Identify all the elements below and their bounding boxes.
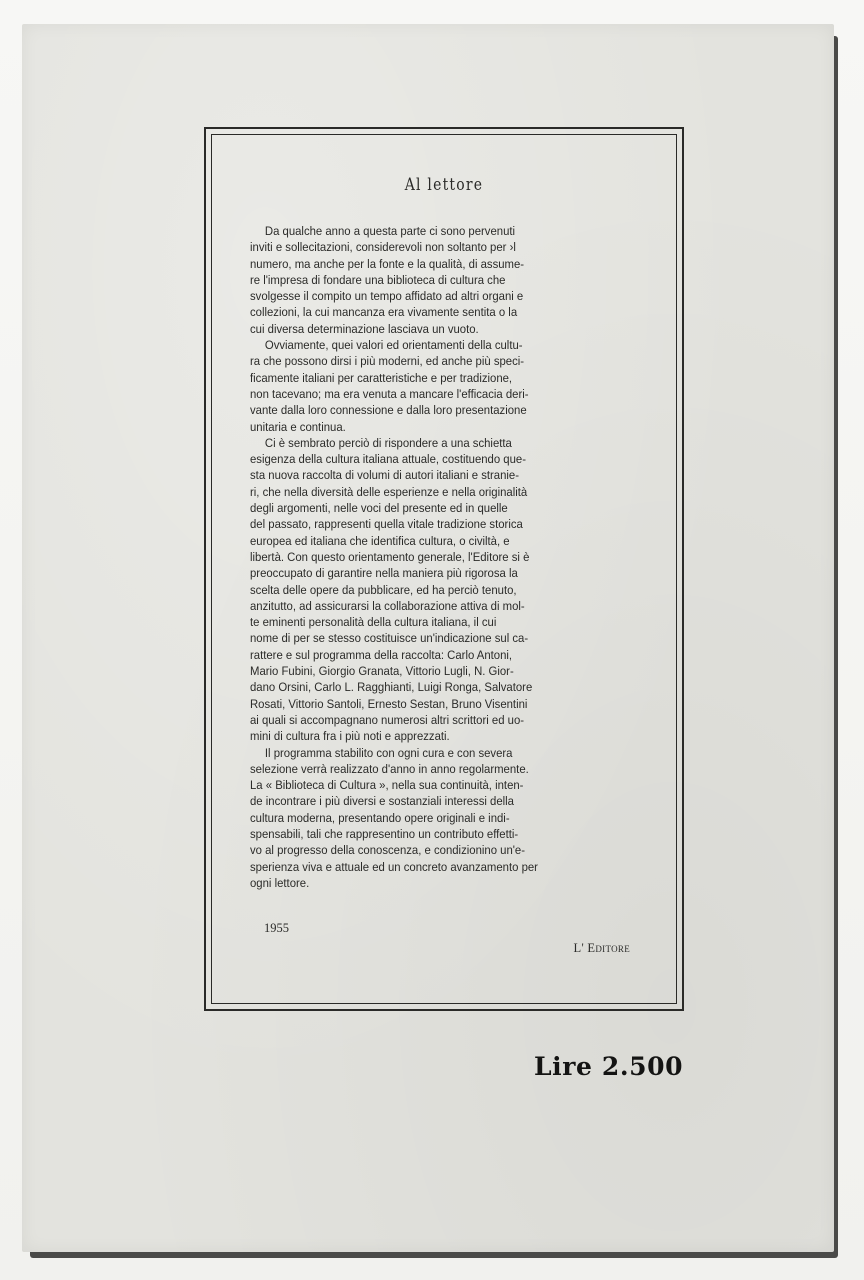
text-line: vante dalla loro connessione e dalla loro presentazione (250, 403, 527, 418)
text-line: collezioni, la cui mancanza era vivamente sentita o la (250, 305, 518, 320)
text-line: La « Biblioteca di Cultura », nella sua continuità, inten- (250, 778, 524, 793)
text-line: Da qualche anno a questa parte ci sono pervenuti (264, 224, 516, 238)
text-line: del passato, rappresenti quella vitale tradizione storica (250, 517, 523, 532)
text-line: sta nuova raccolta di volumi di autori italiani e stranie- (250, 468, 520, 483)
text-line: preoccupato di garantire nella maniera più rigorosa la (250, 566, 518, 581)
text-line: de incontrare i più diversi e sostanziali interessi della (250, 794, 514, 809)
text-line: cultura moderna, presentando opere originali e indi- (250, 810, 510, 825)
text-line: inviti e sollecitazioni, considerevoli non soltanto per ›l (250, 240, 516, 255)
text-line: nome di per se stesso costituisce un'indicazione sul ca- (250, 631, 529, 646)
text-line: Il programma stabilito con ogni cura e con severa (264, 745, 513, 760)
text-line: Ovviamente, quei valori ed orientamenti della cultu- (264, 338, 523, 353)
price-label: Lire 2.500 (534, 1052, 684, 1081)
text-line: libertà. Con questo orientamento generale, l'Editore si è (250, 549, 530, 564)
text-line: spensabili, tali che rappresentino un contributo effetti- (250, 826, 519, 841)
paragraph-1 (250, 223, 644, 337)
text-line: ai quali si accompagnano numerosi altri scrittori ed uo- (250, 712, 525, 727)
text-line: rattere e sul programma della raccolta: Carlo Antoni, (250, 647, 513, 662)
text-line: vo al progresso della conoscenza, e condizionino un'e- (250, 843, 526, 858)
text-line: ficamente italiani per caratteristiche e per tradizione, (250, 370, 513, 385)
text-line: anzitutto, ad assicurarsi la collaborazione attiva di mol- (250, 598, 525, 613)
text-line: mini di cultura fra i più noti e apprezzati. (250, 729, 450, 744)
text-line: scelta delle opere da pubblicare, ed ha perciò tenuto, (250, 582, 517, 597)
paragraph-4 (250, 745, 644, 892)
paragraph-3 (250, 435, 644, 745)
publication-year: 1955 (264, 921, 289, 935)
text-line: Ci è sembrato perciò di rispondere a una schietta (264, 435, 512, 450)
text-line: degli argomenti, nelle voci del presente ed in quelle (250, 501, 508, 516)
text-line: unitaria e continua. (250, 419, 346, 434)
text-line: re l'impresa di fondare una biblioteca di cultura che (250, 272, 506, 287)
text-frame (204, 127, 684, 1011)
text-line: esigenza della cultura italiana attuale, costituendo que- (250, 452, 526, 467)
text-line: numero, ma anche per la fonte e la qualità, di assume- (250, 256, 525, 271)
text-line: ri, che nella diversità delle esperienze e nella originalità (250, 484, 528, 499)
text-line: sperienza viva e attuale ed un concreto avanzamento per (250, 859, 538, 874)
text-line: te eminenti personalità della cultura italiana, il cui (250, 615, 497, 630)
letter-body (250, 223, 644, 891)
text-line: svolgesse il compito un tempo affidato ad altri organi e (250, 289, 524, 304)
text-line: selezione verrà realizzato d'anno in anno regolarmente. (250, 761, 529, 776)
heading-al-lettore: Al lettore (404, 175, 484, 195)
text-line: Rosati, Vittorio Santoli, Ernesto Sestan, Bruno Visentini (250, 696, 528, 711)
text-line: non tacevano; ma era venuta a mancare l'efficacia deri- (250, 386, 529, 401)
text-line: ogni lettore. (250, 875, 310, 890)
text-line: cui diversa determinazione lasciava un vuoto. (250, 321, 479, 336)
text-line: dano Orsini, Carlo L. Ragghianti, Luigi Ronga, Salvatore (250, 680, 533, 695)
publisher-signature: L' Editore (573, 941, 630, 955)
text-line: ra che possono dirsi i più moderni, ed anche più speci- (250, 354, 525, 369)
paragraph-2 (250, 337, 644, 435)
text-line: europea ed italiana che identifica cultura, o civiltà, e (250, 533, 510, 548)
text-line: Mario Fubini, Giorgio Granata, Vittorio Lugli, N. Gior- (250, 664, 514, 679)
